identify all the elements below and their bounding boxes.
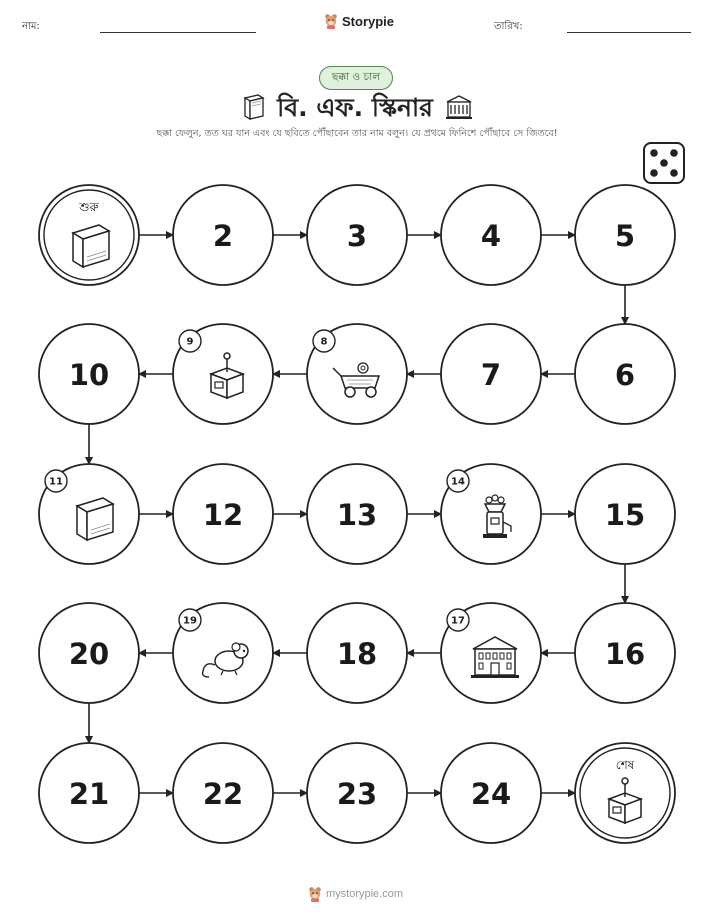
board-cell-2[interactable] bbox=[173, 185, 273, 285]
brand-name: Storypie bbox=[342, 13, 395, 29]
cell-number: 14 bbox=[451, 476, 465, 488]
name-label: নাম: bbox=[22, 21, 40, 32]
cell-number: 19 bbox=[183, 615, 197, 627]
cell-number: 6 bbox=[614, 358, 636, 392]
book-icon bbox=[73, 225, 109, 267]
cell-number: 23 bbox=[336, 777, 378, 811]
board-cell-16[interactable] bbox=[575, 603, 675, 703]
cell-number: 4 bbox=[480, 219, 502, 253]
dice-five-icon bbox=[644, 143, 684, 183]
cell-number: 7 bbox=[480, 358, 502, 392]
board-cell-6[interactable] bbox=[575, 324, 675, 424]
board-cell-14[interactable] bbox=[441, 464, 541, 564]
cell-number: 24 bbox=[470, 777, 512, 811]
book-icon bbox=[77, 498, 113, 540]
cell-number: 13 bbox=[336, 498, 378, 532]
board-cell-18[interactable] bbox=[307, 603, 407, 703]
cell-number: 9 bbox=[186, 336, 194, 348]
cell-number: 12 bbox=[202, 498, 244, 532]
cell-number: 11 bbox=[49, 476, 63, 488]
board-cell-21[interactable] bbox=[39, 743, 139, 843]
board-cell-22[interactable] bbox=[173, 743, 273, 843]
board-cell-8[interactable] bbox=[307, 324, 407, 424]
cell-number: 3 bbox=[346, 219, 368, 253]
board-cell-17[interactable] bbox=[441, 603, 541, 703]
start-label: শুরু bbox=[79, 200, 99, 214]
date-label: তারিখ: bbox=[494, 21, 523, 32]
board-cell-4[interactable] bbox=[441, 185, 541, 285]
board-cell-1[interactable] bbox=[39, 185, 139, 285]
board-cell-12[interactable] bbox=[173, 464, 273, 564]
footer-url: mystorypie.com bbox=[326, 888, 404, 900]
board-cell-24[interactable] bbox=[441, 743, 541, 843]
board-cell-11[interactable] bbox=[39, 464, 139, 564]
board-cell-10[interactable] bbox=[39, 324, 139, 424]
board-cell-9[interactable] bbox=[173, 324, 273, 424]
cell-number: 21 bbox=[68, 777, 110, 811]
board-cell-7[interactable] bbox=[441, 324, 541, 424]
cell-number: 22 bbox=[202, 777, 244, 811]
board-cell-15[interactable] bbox=[575, 464, 675, 564]
cell-number: 8 bbox=[320, 336, 328, 348]
dice-pip bbox=[670, 169, 678, 177]
board-cell-19[interactable] bbox=[173, 603, 273, 703]
dice-pip bbox=[660, 159, 668, 167]
dice-pip bbox=[650, 169, 658, 177]
dice-pip bbox=[650, 149, 658, 157]
board-cell-13[interactable] bbox=[307, 464, 407, 564]
cell-number: 17 bbox=[451, 615, 465, 627]
cell-number: 2 bbox=[212, 219, 234, 253]
game-type-badge: ছক্কা ও চাল bbox=[319, 66, 393, 90]
cell-number: 20 bbox=[68, 637, 110, 671]
finish-label: শেষ bbox=[615, 758, 635, 772]
cell-number: 5 bbox=[614, 219, 636, 253]
footer bbox=[308, 886, 403, 902]
board-cell-5[interactable] bbox=[575, 185, 675, 285]
cell-number: 16 bbox=[604, 637, 646, 671]
title-text: বি. এফ. স্কিনার bbox=[277, 93, 433, 122]
board-cell-20[interactable] bbox=[39, 603, 139, 703]
cell-number: 10 bbox=[68, 358, 110, 392]
instructions-text: ছক্কা ফেলুন, তত ঘর যান এবং যে ছবিতে পৌঁছাবেন তার নাম বলুন। যে প্রথমে ফিনিশে পৌঁছাবে সে জিতবে! bbox=[156, 128, 558, 139]
board-cell-23[interactable] bbox=[307, 743, 407, 843]
dice-pip bbox=[670, 149, 678, 157]
cell-number: 18 bbox=[336, 637, 378, 671]
cell-number: 15 bbox=[604, 498, 646, 532]
board-cell-25[interactable] bbox=[575, 743, 675, 843]
board-cell-3[interactable] bbox=[307, 185, 407, 285]
bear-mascot-icon bbox=[308, 886, 322, 902]
